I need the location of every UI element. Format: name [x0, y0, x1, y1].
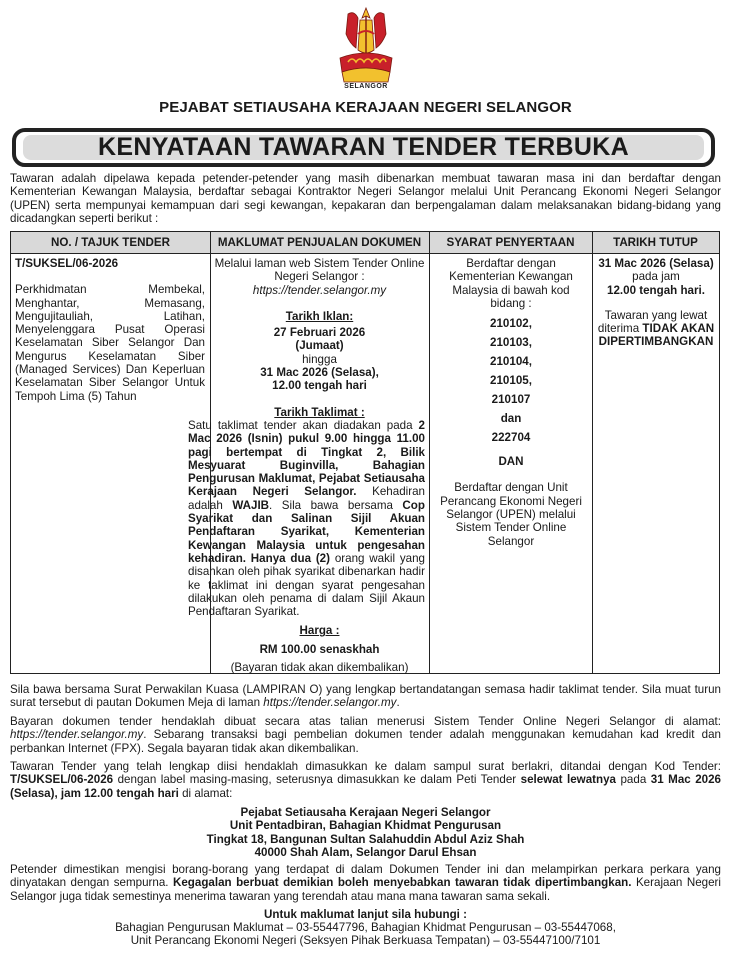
dan-caps: DAN: [498, 455, 524, 469]
ad-date: 27 Februari 2026: [273, 326, 366, 340]
header-cell-sales: MAKLUMAT PENJUALAN DOKUMEN: [210, 232, 429, 254]
header-cell-closing: TARIKH TUTUP: [592, 232, 719, 254]
hingga-text: hingga: [302, 352, 337, 366]
crest-label: SELANGOR: [344, 83, 388, 90]
page-title: KENYATAAN TAWARAN TENDER TERBUKA: [98, 132, 629, 161]
sales-line: Melalui laman web Sistem Tender Online Negeri Selangor :: [214, 257, 425, 284]
field-code: 210107: [491, 393, 531, 407]
ad-date-label: Tarikh Iklan:: [285, 309, 354, 323]
office-heading: PEJABAT SETIAUSAHA KERAJAAN NEGERI SELANGOR: [159, 99, 572, 116]
contact-line: Bahagian Pengurusan Maklumat – 03-55447796, Bahagian Khidmat Pengurusan – 03-55447068,: [115, 921, 616, 934]
header-cell-conditions: SYARAT PENYERTAAN: [429, 232, 592, 254]
col-tender: [15, 257, 205, 403]
tender-table: [10, 231, 720, 674]
paragraph-authorization: Sila bawa bersama Surat Perwakilan Kuasa (LAMPIRAN O) yang lengkap bertandatangan semasa hadir taklimat tender. Sila muat turun surat tersebut di pautan Dokumen Meja di laman https://tender.selangor.my.: [10, 683, 721, 710]
paragraph-submission: Tawaran Tender yang telah lengkap diisi hendaklah dimasukkan ke dalam sampul surat berlakri, ditandai dengan Kod Tender: T/SUKSEL/06-2026 dengan label masing-masing, seterusnya dimasukkan ke dalam Peti Tender selewat lewatnya pada 31 Mac 2026 (Selasa), jam 12.00 tengah hari di alamat:: [10, 760, 721, 800]
col-conditions: [437, 257, 585, 548]
intro-paragraph: Tawaran adalah dipelawa kepada petender-petender yang masih dibenarkan membuat tawaran masa ini dan berdaftar dengan Kementerian Kewangan Malaysia, berdaftar sebagai Kontraktor Negeri Selangor melalui Unit Perancang Ekonomi Negeri Selangor (UPEN) serta mempunyai kemampuan dari segi kewangan, kepakaran dan berpengalaman dalam melaksanakan bidang-bidang yang dicadangkan seperti berikut :: [10, 172, 721, 225]
late-notice: Tawaran yang lewat diterima TIDAK AKAN DIPERTIMBANGKAN: [597, 308, 715, 349]
sales-url: https://tender.selangor.my: [252, 283, 387, 297]
closing-at: pada jam: [632, 270, 680, 284]
address-block: Pejabat Setiausaha Kerajaan Negeri Selangor Unit Pentadbiran, Bahagian Khidmat Pengurusan Tingkat 18, Bangunan Sultan Salahuddin Abdul Aziz Shah 40000 Shah Alam, Selangor Darul Ehsan: [206, 806, 525, 859]
title-banner: [12, 128, 715, 167]
closing-date: 31 Mac 2026 (Selasa): [598, 257, 714, 270]
ad-end-time: 12.00 tengah hari: [272, 379, 367, 393]
field-code: 222704: [491, 431, 531, 445]
col-sales: [188, 257, 425, 675]
price: RM 100.00 senaskhah: [259, 642, 380, 656]
price-note: (Bayaran tidak akan dikembalikan): [230, 661, 409, 675]
paragraph-forms: Petender dimestikan mengisi borang-borang yang terdapat di dalam Dokumen Tender ini dan melampirkan perkara perkara yang dinyatakan dengan sempurna. Kegagalan berbuat demikian boleh menyebabkan tawaran tidak dipertimbangkan. Kerajaan Negeri Selangor juga tidak semestinya menerima tawaran yang terendah atau mana mana tawaran sama sekali.: [10, 863, 721, 903]
contact-line: Unit Perancang Ekonomi Negeri (Seksyen Pihak Berkuasa Tempatan) – 03-55447100/7101: [130, 934, 601, 947]
conditions-line: Berdaftar dengan Kementerian Kewangan Malaysia di bawah kod bidang :: [449, 257, 573, 310]
selangor-crest-icon: [334, 4, 398, 88]
field-code: 210105,: [490, 374, 532, 388]
field-code: 210102,: [490, 317, 532, 331]
col-closing: [597, 257, 715, 349]
contact-title: Untuk maklumat lanjut sila hubungi :: [264, 908, 467, 921]
paragraph-payment: Bayaran dokumen tender hendaklah dibuat secara atas talian menerusi Sistem Tender Online Negeri Selangor di alamat: https://tender.selangor.my. Sebarang transaksi bagi pembelian dokumen tender adalah menggunakan kemudahan kad kredit dan perbankan Internet (FPX). Segala bayaran tidak akan dikembalikan.: [10, 715, 721, 755]
tender-title: Perkhidmatan Membekal, Menghantar, Memasang, Mengujitauliah, Latihan, Menyelenggara Pusat Operasi Keselamatan Siber Selangor Dan Mengurus Keselamatan Siber (Managed Services) Dan Keperluan Keselamatan Siber Selangor Untuk Tempoh Lima (5) Tahun: [15, 283, 205, 403]
tender-ref: T/SUKSEL/06-2026: [15, 257, 119, 270]
briefing-label: Tarikh Taklimat :: [274, 405, 365, 419]
field-code: 210104,: [490, 355, 532, 369]
upen-line: Berdaftar dengan Unit Perancang Ekonomi Negeri Selangor (UPEN) melalui Sistem Tender Online Selangor: [440, 481, 582, 548]
closing-time: 12.00 tengah hari.: [607, 283, 705, 297]
price-label: Harga :: [299, 624, 340, 638]
field-code: 210103,: [490, 336, 532, 350]
header-cell-tender: NO. / TAJUK TENDER: [11, 232, 210, 254]
ad-day: (Jumaat): [295, 339, 344, 353]
ad-end-date: 31 Mac 2026 (Selasa),: [260, 366, 379, 380]
dan-text: dan: [500, 412, 522, 426]
briefing-text: Satu taklimat tender akan diadakan pada 2 Mac 2026 (Isnin) pukul 9.00 hingga 11.00 pagi bertempat di Tingkat 2, Bilik Mesyuarat Buginvilla, Bahagian Pengurusan Maklumat, Pejabat Setiausaha Kerajaan Negeri Selangor. Kehadiran adalah WAJIB. Sila bawa bersama Cop Syarikat dan Salinan Sijil Akuan Pendaftaran Syarikat, Kementerian Kewangan Malaysia untuk pengesahan kehadiran. Hanya dua (2) orang wakil yang disahkan oleh pihak syarikat dibenarkan hadir ke taklimat ini dengan syarat pengesahan dilakukan oleh penama di dalam Sijil Akaun Pendaftaran Syarikat.: [188, 418, 425, 619]
